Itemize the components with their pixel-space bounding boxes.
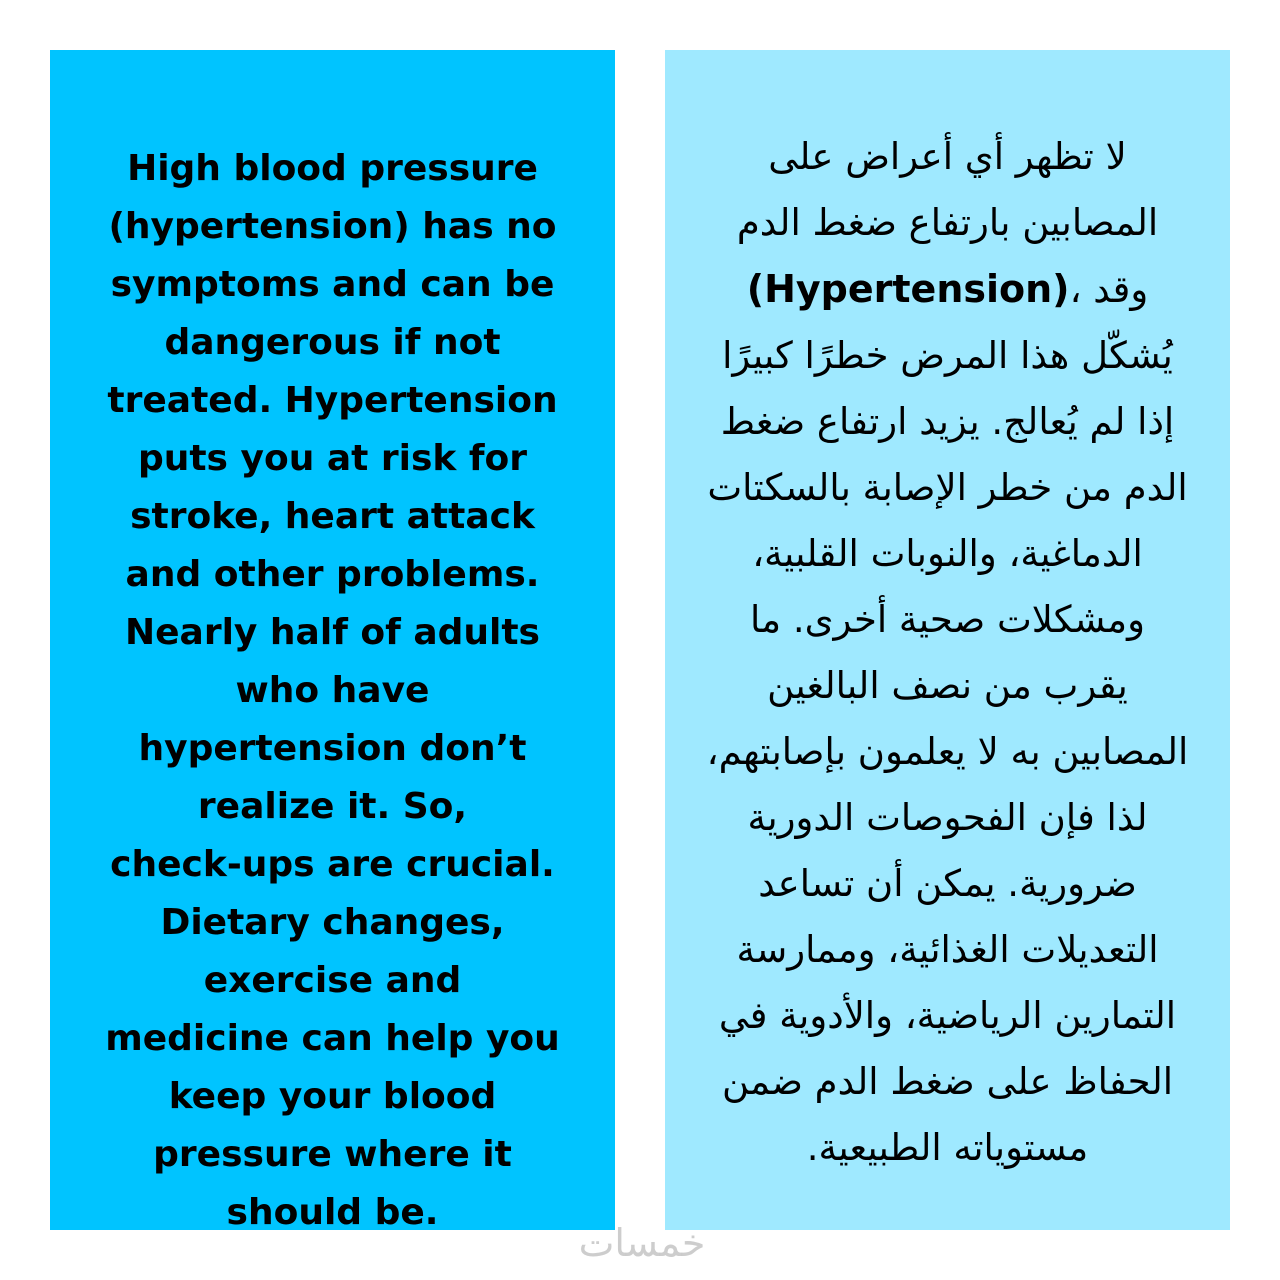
arabic-line: لذا فإن الفحوصات الدورية <box>747 796 1148 839</box>
english-line: Nearly half of adults <box>125 612 540 653</box>
arabic-line: الحفاظ على ضغط الدم ضمن <box>721 1060 1174 1103</box>
arabic-line: ومشكلات صحية أخرى. ما <box>749 598 1145 641</box>
english-line: realize it. So, <box>197 786 468 827</box>
arabic-line-arabic-part: وقد ، <box>1069 268 1149 311</box>
arabic-line: لا تظهر أي أعراض على <box>768 135 1127 178</box>
english-line: hypertension don’t <box>138 728 527 769</box>
arabic-line: مستوياته الطبيعية. <box>806 1126 1089 1169</box>
english-panel <box>50 50 615 1233</box>
english-line: symptoms and can be <box>110 264 555 305</box>
arabic-line: إذا لم يُعالج. يزيد ارتفاع ضغط <box>720 400 1175 443</box>
arabic-line: التعديلات الغذائية، وممارسة <box>736 928 1159 971</box>
english-line: treated. Hypertension <box>107 380 558 421</box>
arabic-line: الدم من خطر الإصابة بالسكتات <box>707 466 1188 509</box>
english-line: puts you at risk for <box>137 438 528 479</box>
arabic-line: يُشكّل هذا المرض خطرًا كبيرًا <box>722 334 1173 377</box>
english-line: pressure where it <box>153 1134 512 1175</box>
english-line: exercise and <box>203 960 462 1001</box>
english-line: check-ups are crucial. <box>110 844 555 885</box>
english-line: Dietary changes, <box>160 902 505 943</box>
arabic-paragraph <box>665 124 1230 1181</box>
arabic-panel <box>665 50 1230 1230</box>
arabic-line: ضرورية. يمكن أن تساعد <box>758 862 1137 905</box>
arabic-line: المصابين به لا يعلمون بإصابتهم، <box>706 730 1189 773</box>
english-line: and other problems. <box>125 554 540 595</box>
arabic-line-latin-term: (Hypertension) <box>746 267 1070 311</box>
english-line: who have <box>235 670 430 711</box>
english-line: dangerous if not <box>164 322 501 363</box>
arabic-line: التمارين الرياضية، والأدوية في <box>718 994 1177 1037</box>
arabic-line: يقرب من نصف البالغين <box>767 664 1128 707</box>
english-line: medicine can help you <box>105 1018 560 1059</box>
english-line: (hypertension) has no <box>108 206 557 247</box>
english-line: High blood pressure <box>127 148 538 189</box>
english-line: keep your blood <box>168 1076 497 1117</box>
arabic-line: الدماغية، والنوبات القلبية، <box>752 532 1143 575</box>
arabic-line-mixed <box>665 256 1230 323</box>
watermark-logo: خمسات <box>578 1221 706 1265</box>
arabic-line: المصابين بارتفاع ضغط الدم <box>736 201 1159 244</box>
english-line: stroke, heart attack <box>130 496 535 537</box>
english-paragraph <box>50 140 615 1242</box>
english-line: should be. <box>226 1192 439 1233</box>
